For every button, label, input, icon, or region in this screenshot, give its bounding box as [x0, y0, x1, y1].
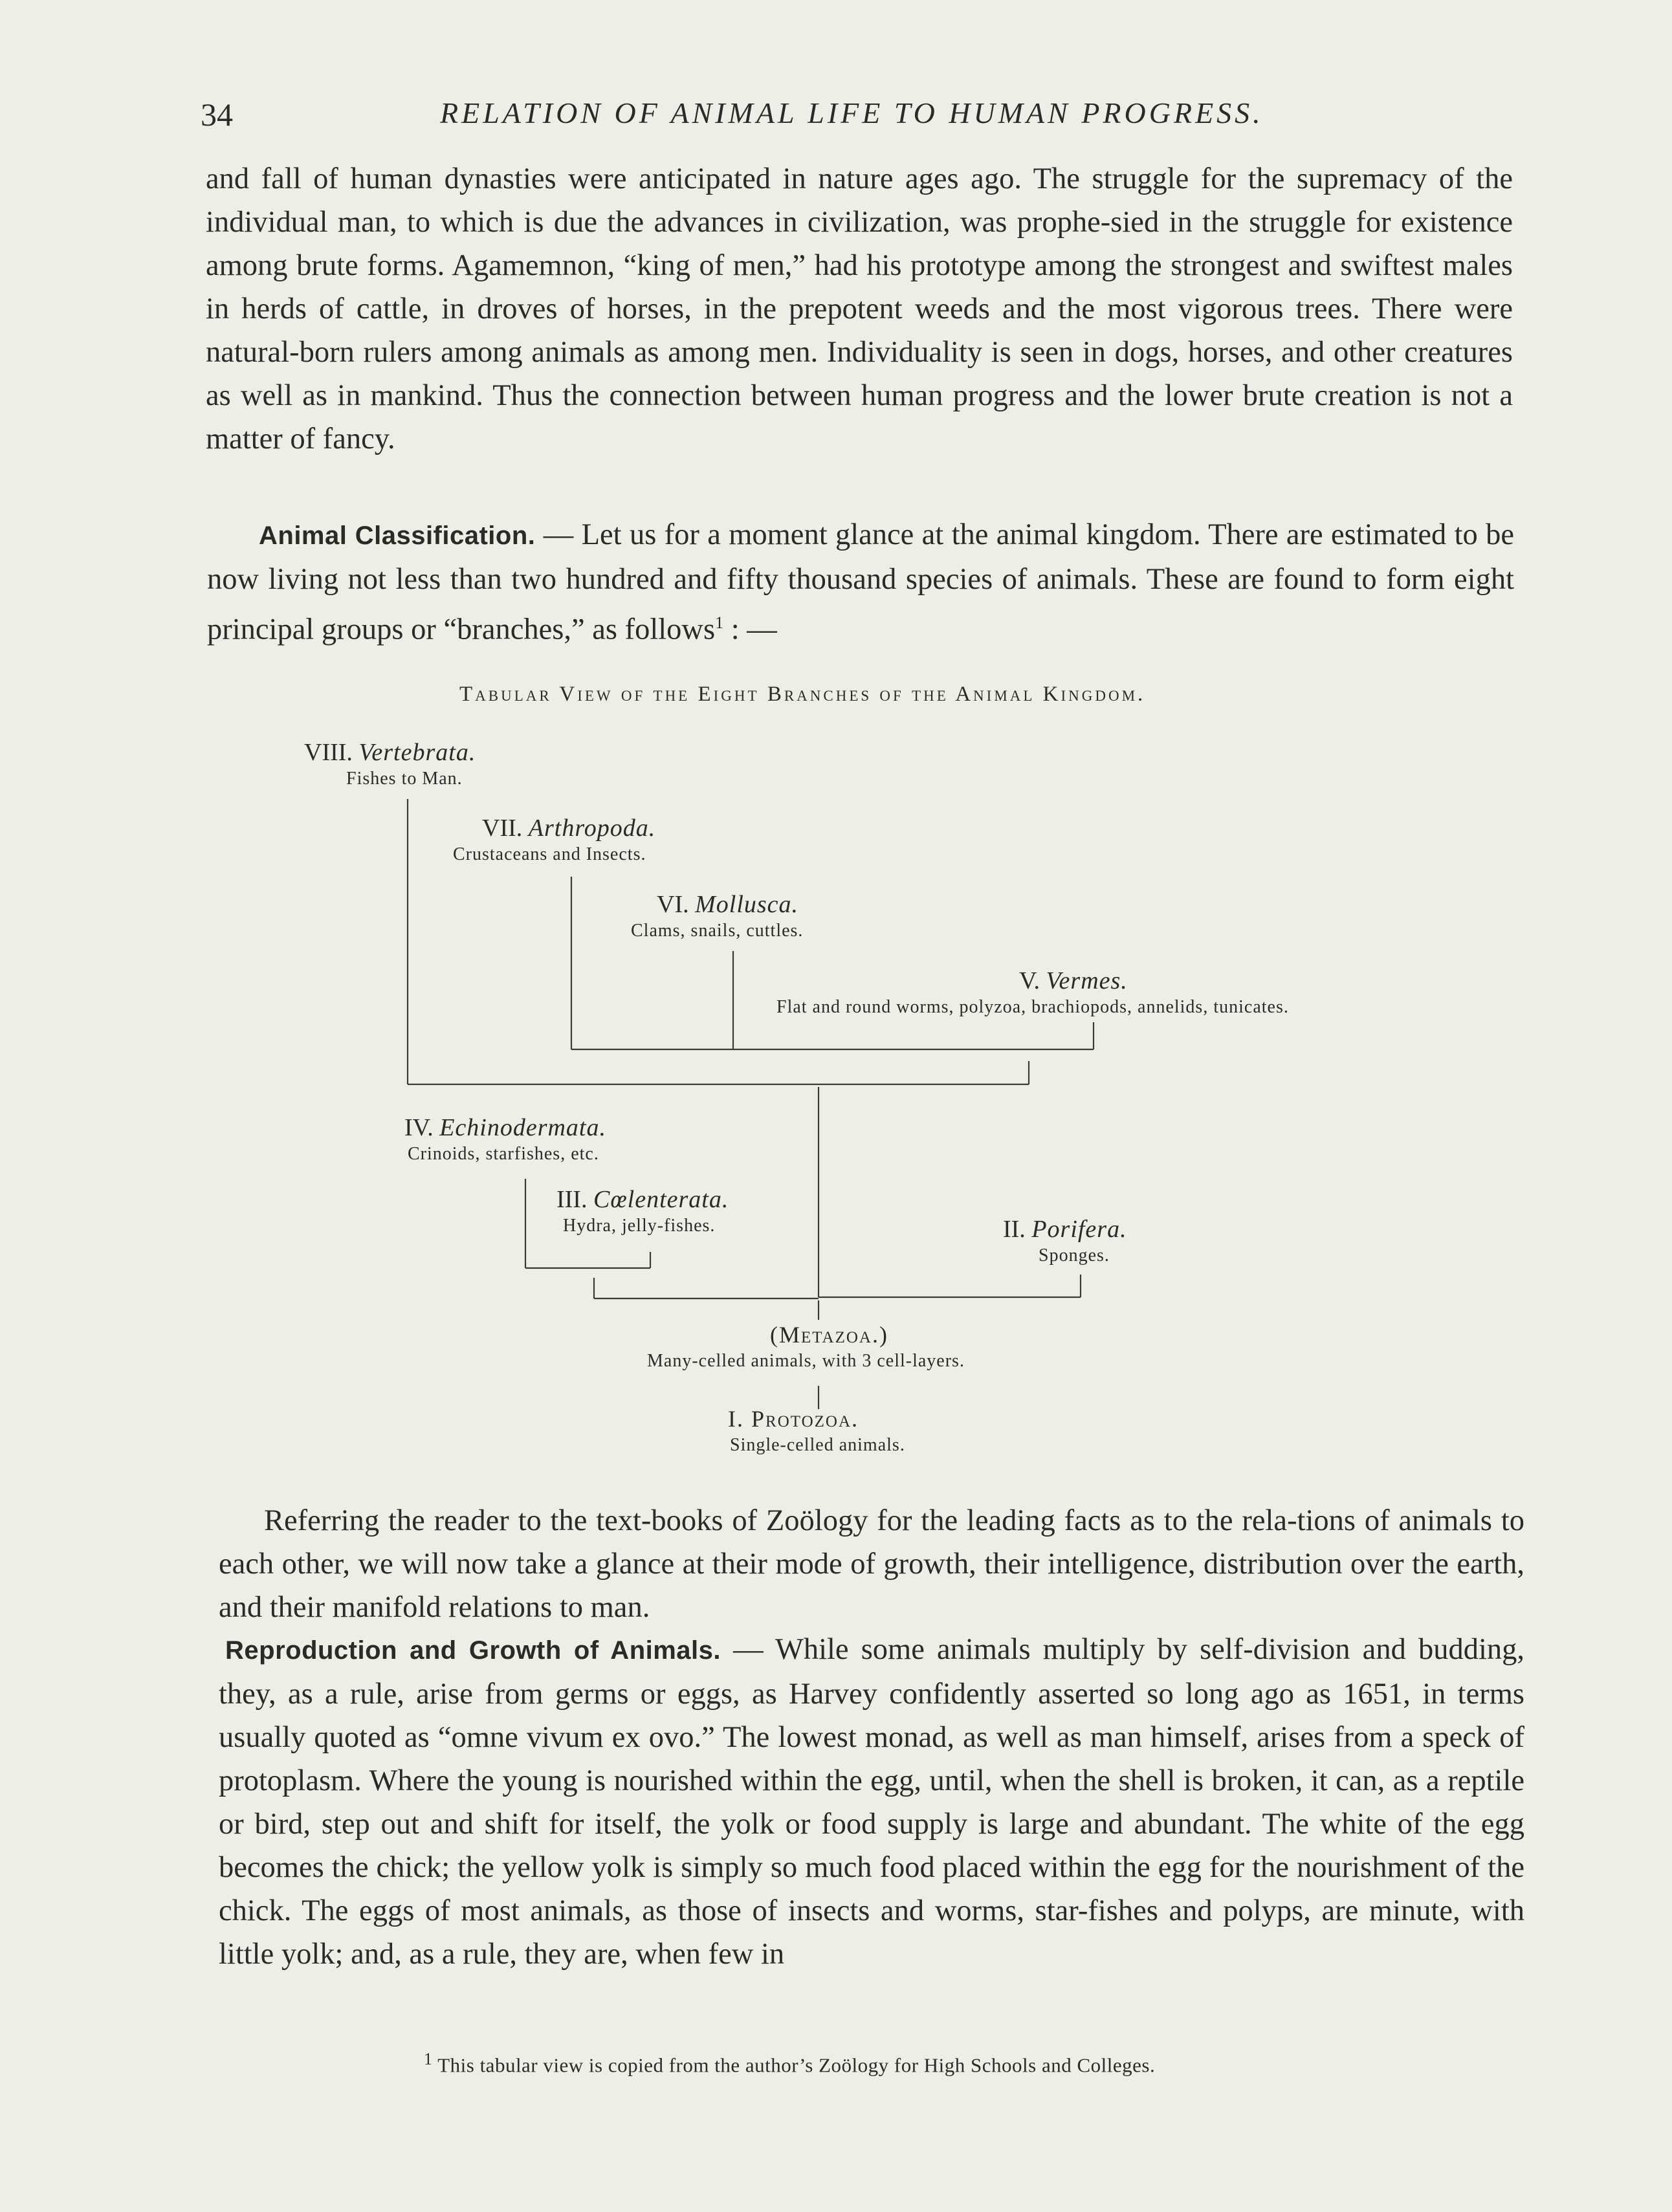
paragraph-text: — Let us for a moment glance at the animal kingdom. There are estimated to be now living not less than two hundred and fifty thousand species of animals. These are found to form eight principal groups or “branches,” as follows [207, 518, 1514, 646]
branch-numeral: VI. [657, 891, 689, 918]
branch-description: Flat and round worms, polyzoa, brachiopods, annelids, tunicates. [776, 997, 1289, 1017]
page-number: 34 [201, 96, 233, 133]
group-metazoa [647, 1320, 965, 1373]
branch-numeral: VIII. [304, 739, 353, 766]
branch-name: (Metazoa.) [770, 1322, 888, 1348]
paragraph-reproduction [219, 1628, 1524, 1976]
branch-description: Many-celled animals, with 3 cell-layers. [647, 1351, 965, 1371]
table-caption: Tabular View of the Eight Branches of the Animal Kingdom. [459, 683, 1146, 706]
section-heading-animal-classification: Animal Classification. [259, 521, 536, 550]
footnote-text: This tabular view is copied from the author’s Zoölogy for High Schools and Colleges. [437, 2053, 1156, 2077]
section-heading-reproduction: Reproduction and Growth of Animals. [225, 1636, 721, 1665]
branch-name: Mollusca. [695, 891, 799, 918]
branch-protozoa [728, 1404, 905, 1457]
branch-numeral: VII. [482, 815, 523, 842]
branch-vermes [776, 966, 1289, 1019]
branch-name: Cœlenterata. [593, 1186, 729, 1213]
branch-name: Porifera. [1031, 1216, 1127, 1243]
branch-porifera [1003, 1214, 1127, 1267]
branch-numeral: III. [556, 1186, 588, 1213]
branch-name: Arthropoda. [528, 815, 656, 842]
branch-echinodermata [404, 1113, 606, 1166]
branch-name: Vertebrata. [358, 739, 476, 766]
branch-numeral: IV. [404, 1114, 434, 1141]
branch-mollusca [631, 890, 803, 943]
branch-description: Crustaceans and Insects. [453, 844, 646, 864]
paragraph-tail: : — [723, 613, 777, 646]
branch-coelenterata [556, 1185, 729, 1238]
branch-name: Protozoa. [751, 1406, 859, 1432]
branch-description: Single-celled animals. [730, 1435, 905, 1455]
footnote-ref: 1 [715, 613, 724, 632]
branch-vertebrata [304, 738, 476, 791]
branch-arthropoda [453, 813, 655, 866]
branch-description: Clams, snails, cuttles. [631, 921, 804, 941]
paragraph-referring-reader: Referring the reader to the text-books of Zoölogy for the leading facts as to the rela-tions of animals to each other, we will now take a glance at their mode of growth, their intelligence, distribution over the earth, and their manifold relations to man. [219, 1504, 1524, 1624]
branch-name: Echinodermata. [439, 1114, 606, 1141]
footnote-mark: 1 [424, 2050, 433, 2068]
paragraph-text: — While some animals multiply by self-division and budding, they, as a rule, arise from germs or eggs, as Harvey confidently asserted so long ago as 1651, in terms usually quoted as “omne vivum ex ovo.” The lowest monad, as well as man himself, arises from a speck of protoplasm. Where the young is nourished within the egg, until, when the shell is broken, it can, as a reptile or bird, step out and shift for itself, the yolk or food supply is large and abundant. The white of the egg becomes the chick; the yellow yolk is simply so much food placed within the egg for the nourishment of the chick. The eggs of most animals, as those of insects and worms, star-fishes and polyps, are minute, with little yolk; and, as a rule, they are, when few in [219, 1633, 1524, 1971]
branch-description: Fishes to Man. [346, 769, 463, 789]
branch-numeral: V. [1019, 967, 1040, 994]
footnote [424, 2050, 1155, 2077]
branch-numeral: II. [1003, 1216, 1026, 1243]
running-title: RELATION OF ANIMAL LIFE TO HUMAN PROGRESS. [440, 96, 1264, 129]
branch-name: Vermes. [1046, 967, 1128, 994]
branch-description: Crinoids, starfishes, etc. [408, 1144, 599, 1164]
branch-numeral: I. [728, 1406, 744, 1432]
branch-description: Sponges. [1039, 1245, 1110, 1265]
paragraph-dynasties: and fall of human dynasties were anticipated in nature ages ago. The struggle for the supremacy of the individual man, to which is due the advances in civilization, was prophe-sied in the struggle for existence among brute forms. Agamemnon, “king of men,” had his prototype among the strongest and swiftest males in herds of cattle, in droves of horses, in the prepotent weeds and the most vigorous trees. There were natural-born rulers among animals as among men. Individuality is seen in dogs, horses, and other creatures as well as in mankind. Thus the connection between human progress and the lower brute creation is not a matter of fancy. [206, 162, 1513, 455]
branch-description: Hydra, jelly-fishes. [563, 1216, 716, 1236]
